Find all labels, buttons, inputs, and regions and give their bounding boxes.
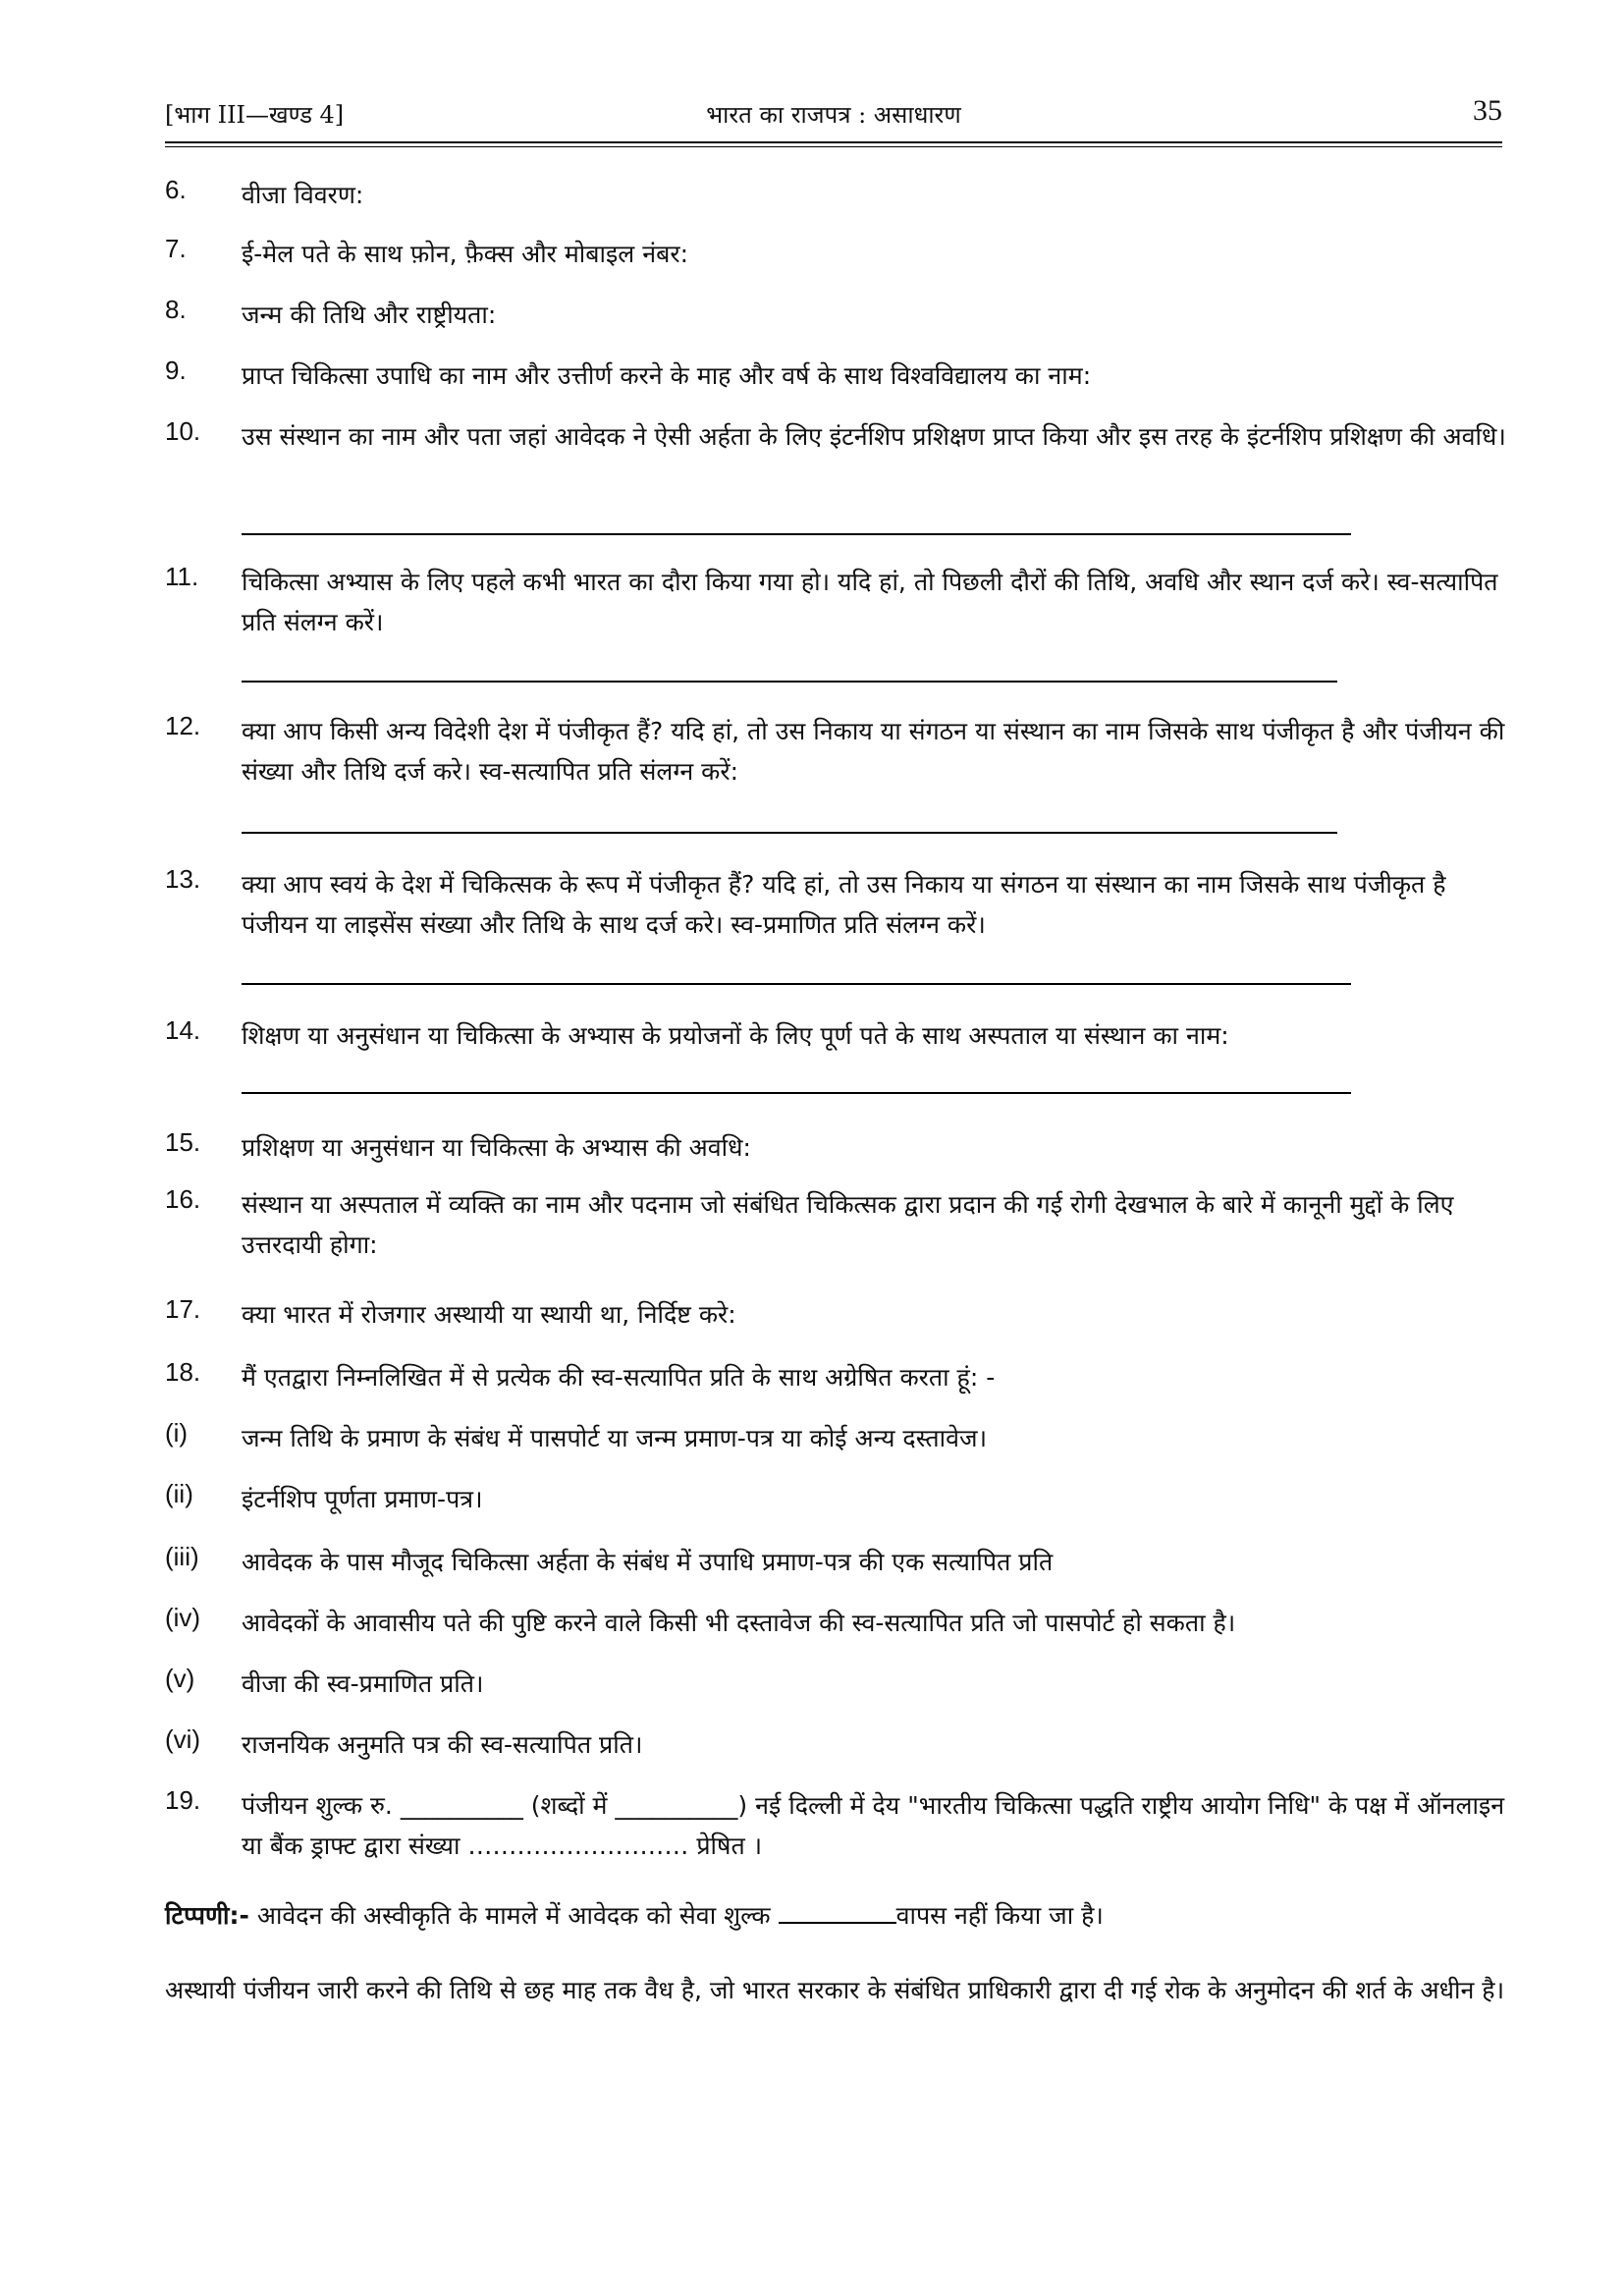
item-text: राजनयिक अनुमति पत्र की स्व-सत्यापित प्रति।: [242, 1730, 643, 1759]
fill-in-line[interactable]: [242, 983, 1351, 985]
item-number: (v): [165, 1664, 195, 1693]
item-text: क्या भारत में रोजगार अस्थायी या स्थायी था, निर्दिष्ट करे:: [242, 1300, 736, 1329]
item-text: वीजा विवरण:: [242, 181, 364, 209]
item-number: (i): [165, 1418, 189, 1448]
item-text: संस्थान या अस्पताल में व्यक्ति का नाम और पदनाम जो संबंधित चिकित्सक द्वारा प्रदान की गई रोगी देखभाल के बारे में कानूनी मुद्दों के लिए उत्तरदायी होगा:: [242, 1190, 1454, 1259]
item-text: वीजा की स्व-प्रमाणित प्रति।: [242, 1669, 484, 1698]
item-number: (iii): [165, 1542, 199, 1571]
item-number: 9.: [165, 355, 187, 385]
header-gazette-title: भारत का राजपत्र : असाधारण: [706, 101, 961, 129]
item-text: आवेदकों के आवासीय पते की पुष्टि करने वाले किसी भी दस्तावेज की स्व-सत्यापित प्रति जो पासपोर्ट हो सकता है।: [242, 1609, 1236, 1637]
item-number: 10.: [165, 416, 201, 446]
item-number: 14.: [165, 1015, 201, 1045]
fill-in-line[interactable]: [242, 832, 1337, 834]
remark: [165, 1895, 1510, 1936]
item-text: जन्म तिथि के प्रमाण के संबंध में पासपोर्ट या जन्म प्रमाण-पत्र या कोई अन्य दस्तावेज।: [242, 1424, 988, 1452]
item-text: क्या आप स्वयं के देश में चिकित्सक के रूप में पंजीकृत हैं? यदि हां, तो उस निकाय या संगठन या संस्थान का नाम जिसके साथ पंजीकृत है पंजीयन या लाइसेंस संख्या और तिथि के साथ दर्ज करे। स्व-प्रमाणित प्रति संलग्न करें।: [242, 870, 1446, 939]
header-part-label: [भाग III—खण्ड 4]: [165, 101, 345, 129]
item-number: 18.: [165, 1357, 201, 1387]
item-number: (vi): [165, 1724, 201, 1754]
item-number: (iv): [165, 1603, 201, 1632]
remark-text: आवेदन की अस्वीकृति के मामले में आवेदक को सेवा शुल्क: [248, 1901, 779, 1930]
header-rule-thick: [165, 141, 1502, 143]
item-number: 12.: [165, 711, 201, 740]
item-number: 6.: [165, 175, 187, 204]
fill-in-line[interactable]: [242, 533, 1351, 535]
fee-fill-in-line[interactable]: [779, 1902, 896, 1924]
item-text: जन्म की तिथि और राष्ट्रीयता:: [242, 301, 497, 329]
page-header: [165, 94, 1502, 143]
item-text: क्या आप किसी अन्य विदेशी देश में पंजीकृत हैं? यदि हां, तो उस निकाय या संगठन या संस्थान का नाम जिसके साथ पंजीकृत है और पंजीयन की संख्या और तिथि दर्ज करे। स्व-सत्यापित प्रति संलग्न करें:: [242, 717, 1505, 786]
item-text: उस संस्थान का नाम और पता जहां आवेदक ने ऐसी अर्हता के लिए इंटर्नशिप प्रशिक्षण प्राप्त किया और इस तरह के इंटर्नशिप प्रशिक्षण की अवधि।: [242, 422, 1506, 451]
item-text: आवेदक के पास मौजूद चिकित्सा अर्हता के संबंध में उपाधि प्रमाण-पत्र की एक सत्यापित प्रति: [242, 1548, 1054, 1576]
item-number: (ii): [165, 1479, 193, 1508]
item-text: ई-मेल पते के साथ फ़ोन, फ़ैक्स और मोबाइल नंबर:: [242, 240, 688, 268]
item-number: 13.: [165, 864, 201, 894]
item-number: 16.: [165, 1184, 201, 1214]
item-number: 7.: [165, 234, 187, 263]
item-text: इंटर्नशिप पूर्णता प्रमाण-पत्र।: [242, 1485, 483, 1513]
page-number: 35: [1473, 94, 1502, 127]
item-text: मैं एतद्वारा निम्नलिखित में से प्रत्येक की स्व-सत्यापित प्रति के साथ अग्रेषित करता हूं: -: [242, 1363, 996, 1392]
item-number: 17.: [165, 1294, 201, 1324]
item-number: 8.: [165, 295, 187, 324]
remark-label: टिप्पणी:-: [165, 1901, 249, 1930]
remark-text-end: वापस नहीं किया जा है।: [895, 1901, 1104, 1930]
header-rule-thin: [165, 146, 1502, 147]
item-number: 19.: [165, 1785, 201, 1815]
item-text: प्रशिक्षण या अनुसंधान या चिकित्सा के अभ्यास की अवधि:: [242, 1133, 751, 1162]
item-text: शिक्षण या अनुसंधान या चिकित्सा के अभ्यास के प्रयोजनों के लिए पूर्ण पते के साथ अस्पताल या संस्थान का नाम:: [242, 1021, 1229, 1050]
item-text: प्राप्त चिकित्सा उपाधि का नाम और उत्तीर्ण करने के माह और वर्ष के साथ विश्वविद्यालय का नाम:: [242, 361, 1092, 390]
item-text: चिकित्सा अभ्यास के लिए पहले कभी भारत का दौरा किया गया हो। यदि हां, तो पिछली दौरों की तिथि, अवधि और स्थान दर्ज करे। स्व-सत्यापित प्रति संलग्न करें।: [242, 568, 1498, 636]
validity-paragraph: अस्थायी पंजीयन जारी करने की तिथि से छह माह तक वैध है, जो भारत सरकार के संबंधित प्राधिकारी द्वारा दी गई रोक के अनुमोदन की शर्त के अधीन है।: [165, 1976, 1505, 2004]
item-number: 11.: [165, 562, 199, 591]
fee-text: पंजीयन शुल्क रु. __________ (शब्दों में __________) नई दिल्ली में देय "भारतीय चिकित्सा पद्धति राष्ट्रीय आयोग निधि" के पक्ष में ऑनलाइन या बैंक ड्राफ्ट द्वारा संख्या ……………………… प्रेषित ।: [242, 1791, 1505, 1860]
fill-in-line[interactable]: [242, 681, 1337, 683]
item-number: 15.: [165, 1127, 201, 1157]
fill-in-line[interactable]: [242, 1092, 1351, 1094]
